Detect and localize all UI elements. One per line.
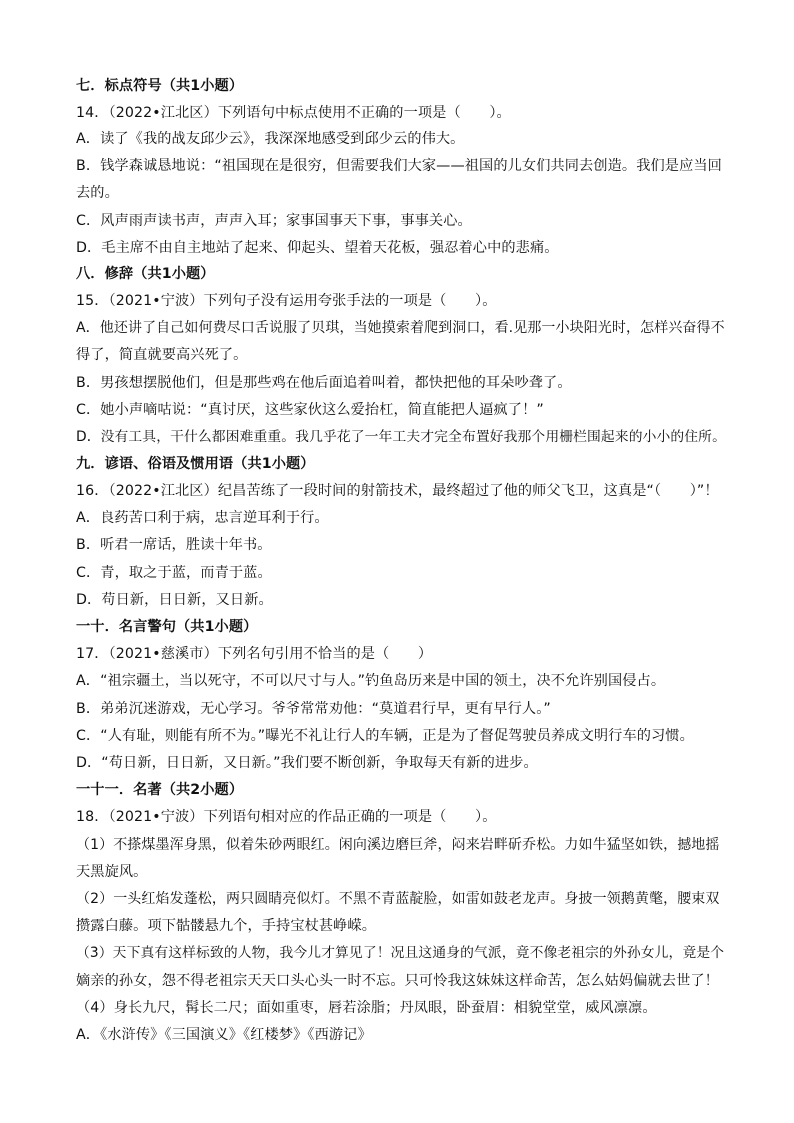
section-heading-8: 八．修辞（共1小题） [76, 266, 215, 282]
question-18-option-a: A．《水浒传》《三国演义》《红楼梦》《西游记》 [76, 1027, 372, 1043]
question-18-quote-3: （3）天下真有这样标致的人物，我今儿才算见了！况且这通身的气派，竟不像老祖宗的外孙女儿，竟是个 [76, 945, 725, 961]
question-17-option-d: D．“苟日新，日日新，又日新。”我们要不断创新，争取每天有新的进步。 [76, 755, 538, 771]
question-18-quote-3-cont: 嫡亲的孙女，怨不得老祖宗天天口头心头一时不忘。只可怜我这妹妹这样命苦，怎么姑妈偏就去世了！ [76, 973, 719, 989]
question-18-quote-1-cont: 天黑旋风。 [76, 864, 148, 880]
question-18-quote-4: （4）身长九尺，髯长二尺；面如重枣，唇若涂脂；丹凤眼，卧蚕眉：相貌堂堂，威风凛凛。 [76, 1000, 657, 1016]
question-18-quote-2-cont: 攒露白藤。项下骷髅悬九个，手持宝杖甚峥嵘。 [76, 918, 377, 934]
question-16-option-a: A．良药苦口利于病，忠言逆耳利于行。 [76, 510, 329, 526]
question-18-quote-1: （1）不搽煤墨浑身黑，似着朱砂两眼红。闲向溪边磨巨斧，闷来岩畔斫乔松。力如牛猛坚如铁，撼地摇 [76, 837, 720, 853]
question-16: 16．（2022•江北区）纪昌苦练了一段时间的射箭技术，最终超过了他的师父飞卫，这真是“（ ）”！ [76, 483, 719, 499]
question-15-option-a: A．他还讲了自己如何费尽口舌说服了贝琪，当她摸索着爬到洞口，看.见那一小块阳光时，怎样兴奋得不 [76, 320, 725, 336]
question-15-option-d: D．没有工具，干什么都困难重重。我几乎花了一年工夫才完全布置好我那个用栅栏围起来的小小的住所。 [76, 429, 726, 445]
question-18-quote-2: （2）一头红焰发蓬松，两只圆睛亮似灯。不黑不青蓝靛脸，如雷如鼓老龙声。身披一领鹅黄氅，腰束双 [76, 891, 720, 907]
section-heading-9: 九．谚语、俗语及惯用语（共1小题） [76, 456, 315, 472]
question-14-option-b: B．钱学森诚恳地说：“祖国现在是很穷，但需要我们大家——祖国的儿女们共同去创造。我们是应当回 [76, 158, 722, 174]
question-18: 18．（2021•宁波）下列语句相对应的作品正确的一项是（ ）。 [76, 809, 497, 825]
section-heading-10: 一十．名言警句（共1小题） [76, 619, 258, 635]
question-14: 14．（2022•江北区）下列语句中标点使用不正确的一项是（ ）。 [76, 105, 511, 121]
question-16-option-b: B．听君一席话，胜读十年书。 [76, 537, 272, 553]
question-15: 15．（2021•宁波）下列句子没有运用夸张手法的一项是（ ）。 [76, 293, 497, 309]
question-17-option-b: B．弟弟沉迷游戏，无心学习。爷爷常常劝他：“莫道君行早，更有早行人。” [76, 701, 551, 717]
question-14-option-b-cont: 去的。 [76, 185, 119, 201]
question-15-option-b: B．男孩想摆脱他们，但是那些鸡在他后面追着叫着，都快把他的耳朵吵聋了。 [76, 375, 572, 391]
question-15-option-c: C．她小声嘀咕说：“真讨厌，这些家伙这么爱抬杠，简直能把人逼疯了！” [76, 402, 544, 418]
question-17-option-c: C．“人有耻，则能有所不为。”曝光不礼让行人的车辆，正是为了督促驾驶员养成文明行车的习惯。 [76, 728, 694, 744]
question-14-option-a: A．读了《我的战友邱少云》，我深深地感受到邱少云的伟大。 [76, 131, 465, 147]
question-17: 17．（2021•慈溪市）下列名句引用不恰当的是（ ） [76, 646, 433, 662]
question-14-option-d: D．毛主席不由自主地站了起来、仰起头、望着天花板，强忍着心中的悲痛。 [76, 240, 559, 256]
question-17-option-a: A．“祖宗疆土，当以死守，不可以尺寸与人。”钓鱼岛历来是中国的领土，决不允许别国侵占。 [76, 673, 666, 689]
question-15-option-a-cont: 得了，简直就要高兴死了。 [76, 347, 248, 363]
question-14-option-c: C．风声雨声读书声，声声入耳；家事国事天下事，事事关心。 [76, 213, 472, 229]
section-heading-7: 七．标点符号（共1小题） [76, 78, 244, 94]
section-heading-11: 一十一．名著（共2小题） [76, 782, 244, 798]
question-16-option-d: D．苟日新，日日新，又日新。 [76, 592, 273, 608]
question-16-option-c: C．青，取之于蓝，而青于蓝。 [76, 565, 272, 581]
